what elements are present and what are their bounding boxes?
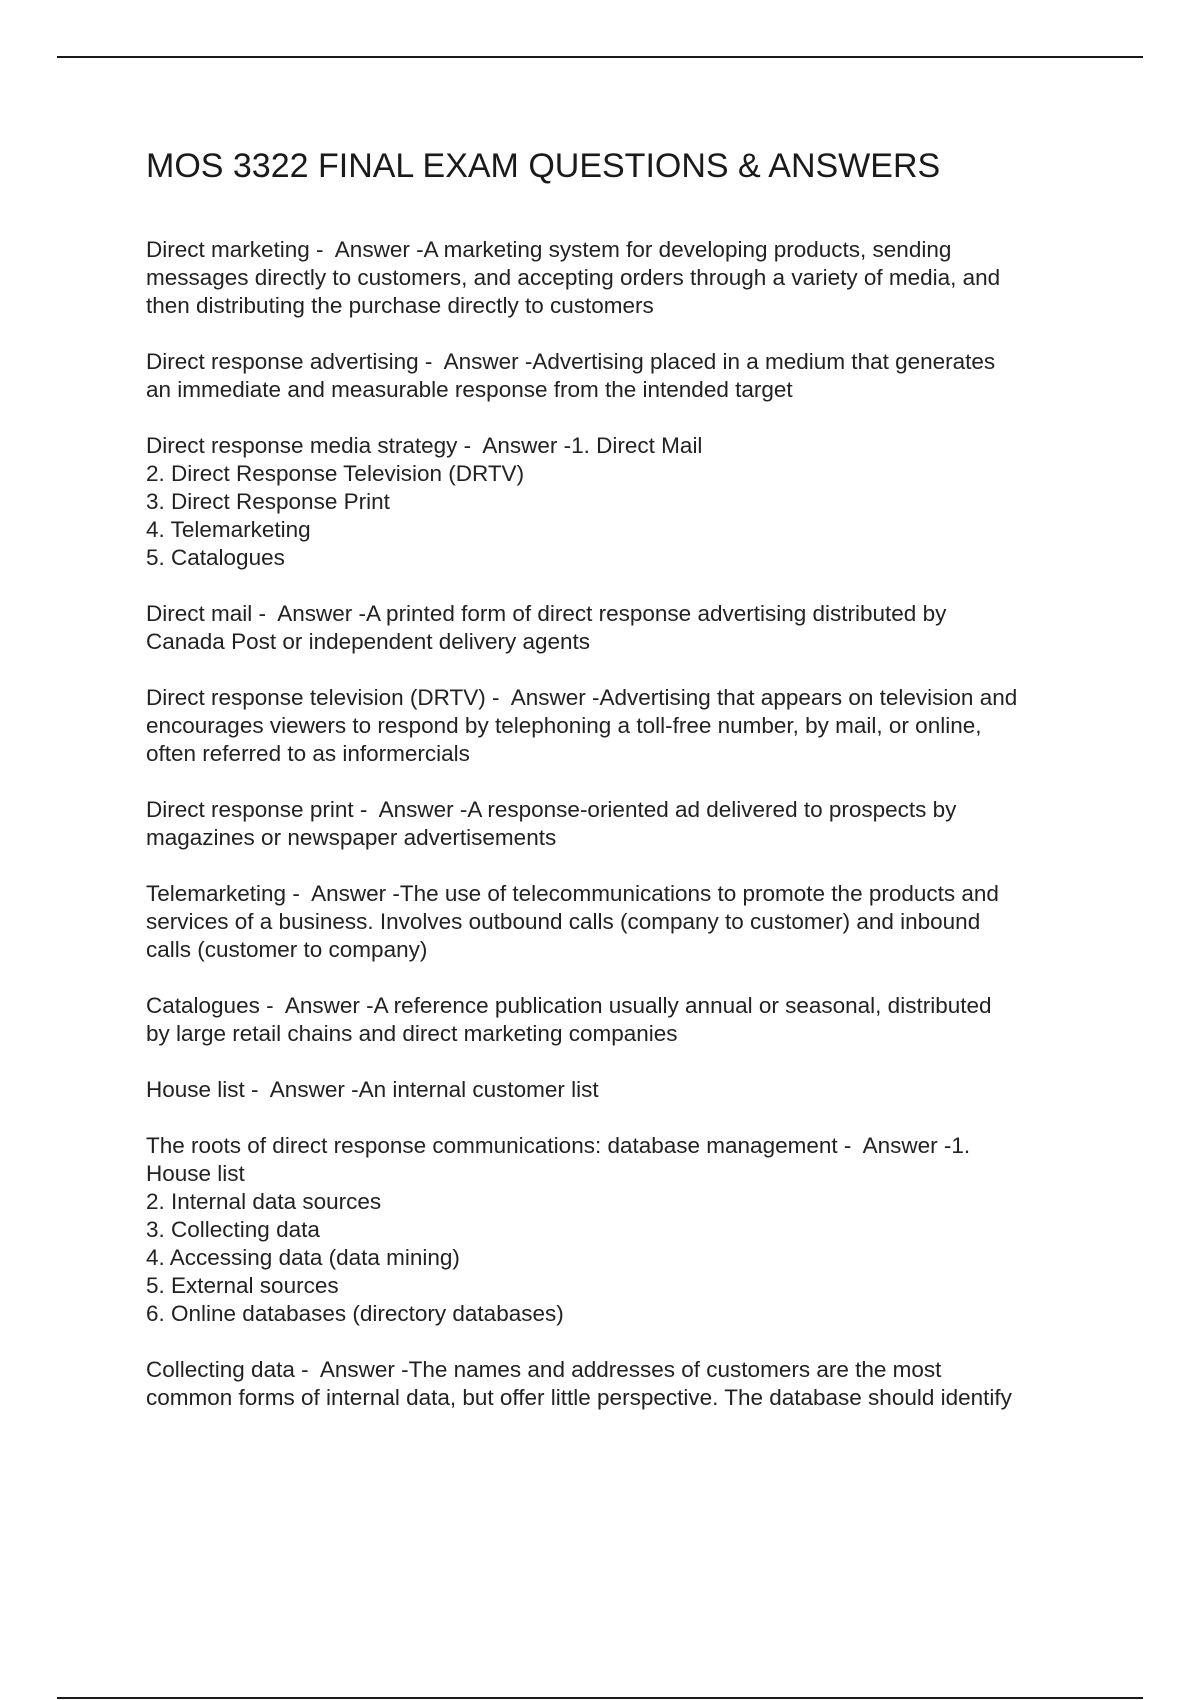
qa-entry-direct-mail: Direct mail - Answer -A printed form of direct response advertising distributed by Canada Post or independent delivery agents bbox=[146, 601, 947, 654]
qa-entry-direct-response-advertising: Direct response advertising - Answer -Advertising placed in a medium that generates an immediate and measurable response from the intended target bbox=[146, 349, 996, 402]
bottom-rule bbox=[57, 1697, 1143, 1699]
page-title: MOS 3322 FINAL EXAM QUESTIONS & ANSWERS bbox=[146, 147, 941, 185]
top-rule bbox=[57, 56, 1143, 58]
qa-entry-direct-marketing: Direct marketing - Answer -A marketing system for developing products, sending messages directly to customers, and accepting orders through a variety of media, and then distributing the purchase directly to customers bbox=[146, 237, 1001, 318]
qa-entry-house-list: House list - Answer -An internal customer list bbox=[146, 1077, 599, 1102]
qa-entry-database-management: The roots of direct response communications: database management - Answer -1. House list 2. Internal data sources 3. Collecting data 4. Accessing data (data mining) 5. External sources 6. Online databases (directory databases) bbox=[146, 1133, 971, 1326]
qa-entry-direct-response-print: Direct response print - Answer -A response-oriented ad delivered to prospects by magazines or newspaper advertisements bbox=[146, 797, 957, 850]
qa-entry-collecting-data: Collecting data - Answer -The names and addresses of customers are the most common forms of internal data, but offer little perspective. The database should identify bbox=[146, 1357, 1012, 1410]
qa-entry-direct-response-media-strategy: Direct response media strategy - Answer -1. Direct Mail 2. Direct Response Television (DRTV) 3. Direct Response Print 4. Telemarketing 5. Catalogues bbox=[146, 433, 703, 570]
document-body bbox=[146, 140, 1106, 1440]
qa-entry-catalogues: Catalogues - Answer -A reference publication usually annual or seasonal, distributed by large retail chains and direct marketing companies bbox=[146, 993, 992, 1046]
qa-entry-drtv: Direct response television (DRTV) - Answer -Advertising that appears on television and encourages viewers to respond by telephoning a toll-free number, by mail, or online, often referred to as informercials bbox=[146, 685, 1018, 766]
qa-entry-telemarketing: Telemarketing - Answer -The use of telecommunications to promote the products and services of a business. Involves outbound calls (company to customer) and inbound calls (customer to company) bbox=[146, 881, 999, 962]
